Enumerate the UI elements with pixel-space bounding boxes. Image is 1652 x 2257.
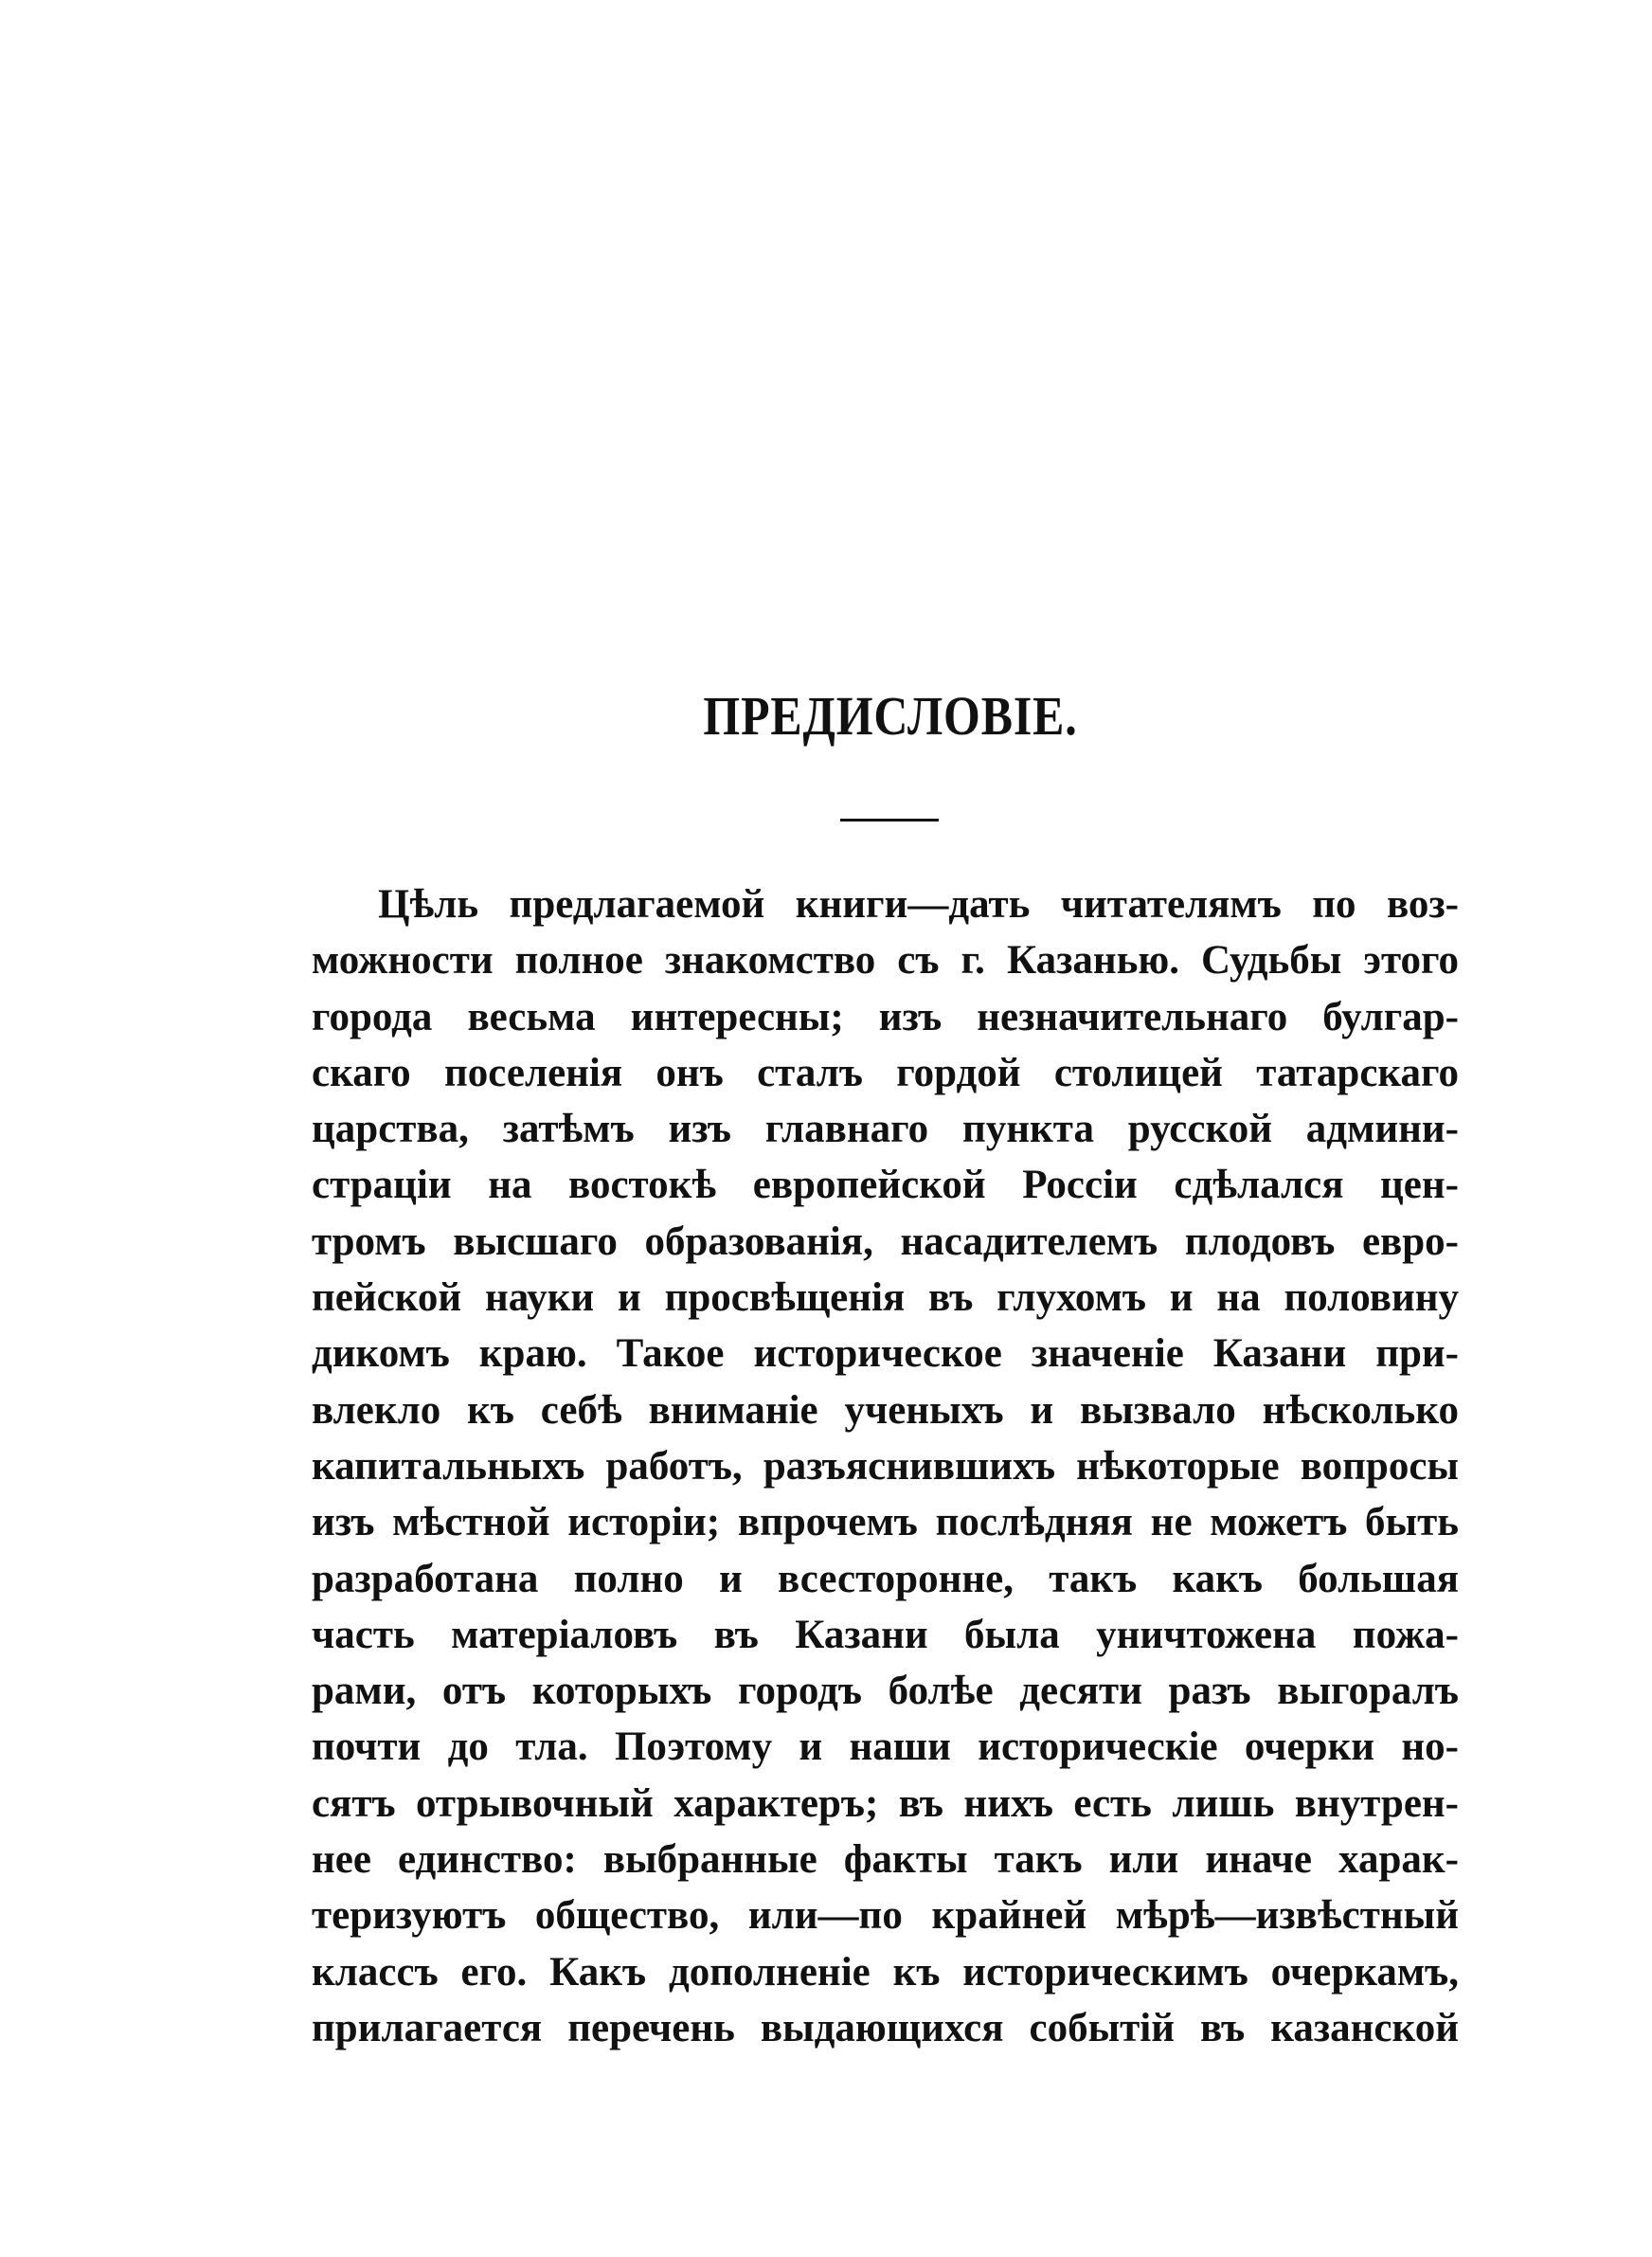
text-line: часть матеріаловъ въ Казани была уничтожена пожа- bbox=[312, 1612, 1459, 1657]
text-line: влекло къ себѣ вниманіе ученыхъ и вызвало нѣсколько bbox=[312, 1387, 1459, 1433]
page-title: ПРЕДИСЛОВІЕ. bbox=[703, 685, 1078, 747]
text-line: тромъ высшаго образованія, насадителемъ плодовъ евро- bbox=[312, 1219, 1459, 1264]
text-line: почти до тла. Поэтому и наши историческіе очерки но- bbox=[312, 1724, 1459, 1770]
body-text bbox=[312, 876, 1459, 2056]
text-line: прилагается перечень выдающихся событій въ казанской bbox=[312, 2005, 1459, 2050]
title-divider bbox=[840, 819, 939, 822]
text-line: пейской науки и просвѣщенія въ глухомъ и на половину bbox=[312, 1275, 1459, 1321]
text-line: рами, отъ которыхъ городъ болѣе десяти разъ выгоралъ bbox=[312, 1669, 1459, 1714]
text-line: скаго поселенія онъ сталъ гордой столицей татарскаго bbox=[312, 1050, 1459, 1095]
text-line: царства, затѣмъ изъ главнаго пункта русской админи- bbox=[312, 1107, 1459, 1152]
text-line: дикомъ краю. Такое историческое значеніе Казани при- bbox=[312, 1331, 1459, 1377]
text-line: страціи на востокѣ европейской Россіи сдѣлался цен- bbox=[312, 1163, 1459, 1208]
text-line: классъ его. Какъ дополненіе къ историческимъ очеркамъ, bbox=[312, 1949, 1459, 1995]
text-line: теризуютъ общество, или—по крайней мѣрѣ—извѣстный bbox=[312, 1893, 1459, 1939]
text-line: капитальныхъ работъ, разъяснившихъ нѣкоторые вопросы bbox=[312, 1443, 1459, 1489]
text-line: изъ мѣстной исторіи; впрочемъ послѣдняя не можетъ быть bbox=[312, 1500, 1459, 1545]
text-line: Цѣль предлагаемой книги—дать читателямъ по воз- bbox=[378, 882, 1459, 927]
text-line: можности полное знакомство съ г. Казанью. Судьбы этого bbox=[312, 938, 1459, 984]
text-line: разработана полно и всесторонне, такъ какъ большая bbox=[312, 1556, 1459, 1601]
text-line: сятъ отрывочный характеръ; въ нихъ есть лишь внутрен- bbox=[312, 1780, 1459, 1826]
text-line: города весьма интересны; изъ незначительнаго булгар- bbox=[312, 994, 1459, 1039]
text-line: нее единство: выбранные факты такъ или иначе харак- bbox=[312, 1837, 1459, 1883]
